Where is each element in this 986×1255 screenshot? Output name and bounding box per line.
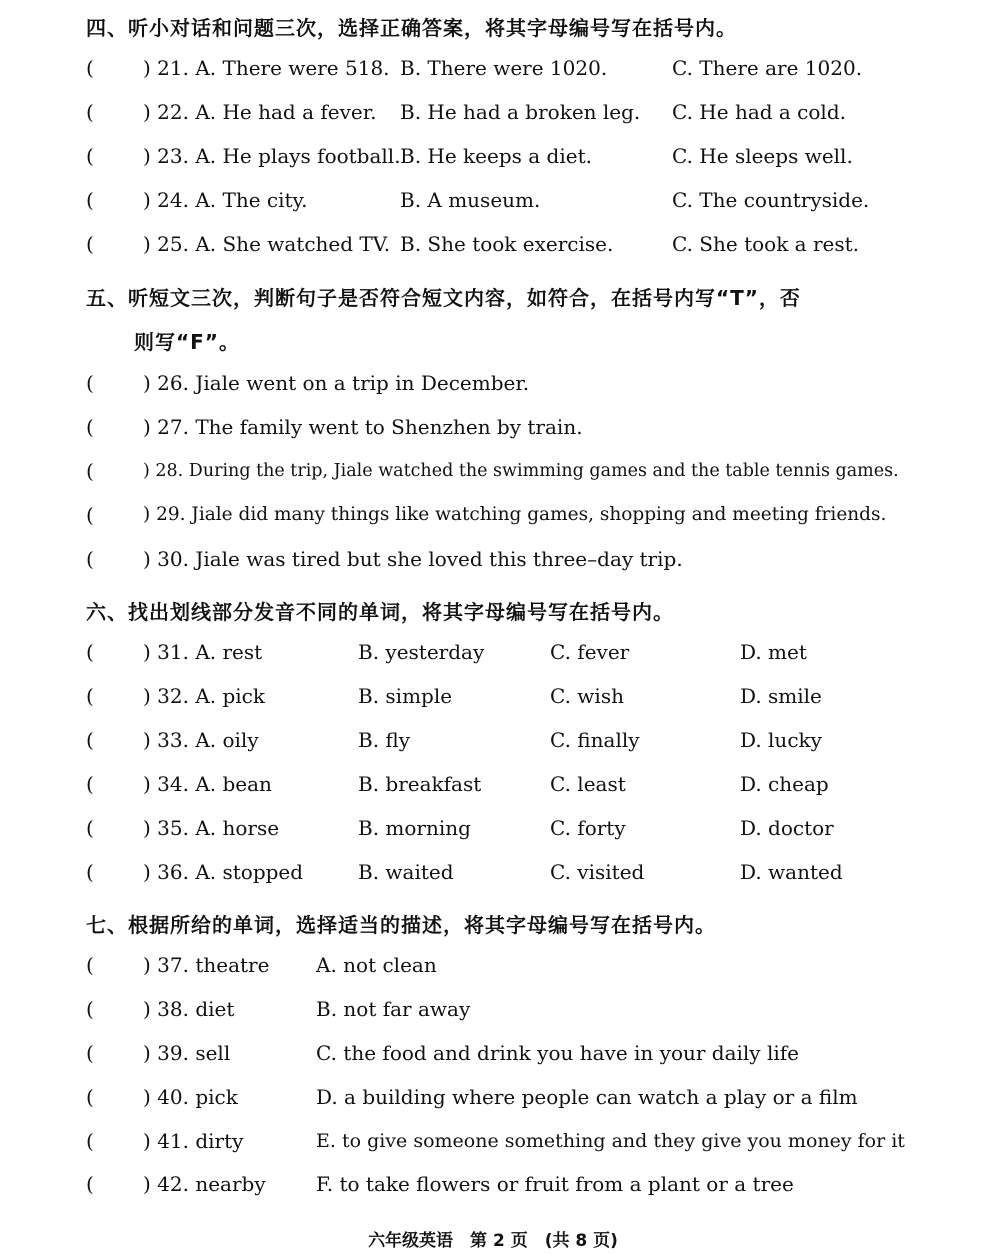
- answer-paren: (: [86, 459, 94, 483]
- question-text: ) 35. A. horse: [143, 816, 280, 840]
- option-c: C. wish: [550, 684, 624, 708]
- description: D. a building where people can watch a play or a film: [316, 1085, 858, 1109]
- question-text: ) 21. A. There were 518.: [143, 56, 390, 80]
- option-c: C. There are 1020.: [672, 56, 863, 80]
- answer-paren: (: [86, 1172, 94, 1196]
- answer-paren: (: [86, 371, 94, 395]
- question-text: ) 30. Jiale was tired but she loved this three–day trip.: [143, 547, 683, 571]
- question-33: [0, 728, 986, 760]
- option-b: B. A museum.: [400, 188, 541, 212]
- answer-paren: (: [86, 188, 94, 212]
- question-35: [0, 816, 986, 848]
- option-b: B. fly: [358, 728, 411, 752]
- answer-paren: (: [86, 415, 94, 439]
- answer-paren: (: [86, 728, 94, 752]
- section5-heading: 五、听短文三次，判断句子是否符合短文内容，如符合，在括号内写“T”，否: [86, 286, 801, 310]
- answer-paren: (: [86, 1041, 94, 1065]
- answer-paren: (: [86, 547, 94, 571]
- question-text: ) 25. A. She watched TV.: [143, 232, 391, 256]
- question-37: [0, 953, 986, 985]
- question-text: ) 23. A. He plays football.: [143, 144, 401, 168]
- option-b: B. He keeps a diet.: [400, 144, 592, 168]
- answer-paren: (: [86, 503, 94, 527]
- option-d: D. met: [740, 640, 807, 664]
- option-d: D. wanted: [740, 860, 843, 884]
- question-text: ) 41. dirty: [143, 1129, 244, 1153]
- question-text: ) 38. diet: [143, 997, 235, 1021]
- question-38: [0, 997, 986, 1029]
- question-text: ) 37. theatre: [143, 953, 270, 977]
- question-text: ) 42. nearby: [143, 1172, 266, 1196]
- option-c: C. The countryside.: [672, 188, 870, 212]
- question-32: [0, 684, 986, 716]
- description: A. not clean: [316, 953, 437, 977]
- option-b: B. yesterday: [358, 640, 485, 664]
- description: F. to take flowers or fruit from a plant or a tree: [316, 1172, 794, 1196]
- question-24: [0, 188, 986, 220]
- question-text: ) 24. A. The city.: [143, 188, 308, 212]
- option-b: B. She took exercise.: [400, 232, 614, 256]
- question-text: ) 29. Jiale did many things like watching games, shopping and meeting friends.: [143, 504, 887, 525]
- answer-paren: (: [86, 56, 94, 80]
- question-text: ) 39. sell: [143, 1041, 231, 1065]
- option-c: C. finally: [550, 728, 640, 752]
- option-d: D. smile: [740, 684, 822, 708]
- question-text: ) 32. A. pick: [143, 684, 266, 708]
- question-text: ) 33. A. oily: [143, 728, 259, 752]
- section5-heading-continued: 则写“F”。: [134, 330, 240, 354]
- option-d: D. lucky: [740, 728, 822, 752]
- option-d: D. cheap: [740, 772, 829, 796]
- answer-paren: (: [86, 100, 94, 124]
- question-text: ) 27. The family went to Shenzhen by train.: [143, 415, 583, 439]
- section4-heading: 四、听小对话和问题三次，选择正确答案，将其字母编号写在括号内。: [86, 16, 737, 40]
- option-b: B. He had a broken leg.: [400, 100, 641, 124]
- option-c: C. He sleeps well.: [672, 144, 853, 168]
- question-text: ) 34. A. bean: [143, 772, 272, 796]
- question-text: ) 22. A. He had a fever.: [143, 100, 377, 124]
- option-b: B. morning: [358, 816, 471, 840]
- question-42: [0, 1172, 986, 1204]
- description: E. to give someone something and they give you money for it: [316, 1130, 905, 1152]
- question-text: ) 31. A. rest: [143, 640, 263, 664]
- option-c: C. forty: [550, 816, 626, 840]
- option-d: D. doctor: [740, 816, 834, 840]
- question-22: [0, 100, 986, 132]
- option-b: B. simple: [358, 684, 453, 708]
- question-text: ) 36. A. stopped: [143, 860, 304, 884]
- question-34: [0, 772, 986, 804]
- question-26: [0, 371, 986, 403]
- answer-paren: (: [86, 860, 94, 884]
- answer-paren: (: [86, 684, 94, 708]
- answer-paren: (: [86, 144, 94, 168]
- question-29: [0, 503, 986, 535]
- question-40: [0, 1085, 986, 1117]
- question-28: [0, 459, 986, 491]
- section7-heading: 七、根据所给的单词，选择适当的描述，将其字母编号写在括号内。: [86, 913, 716, 937]
- option-c: C. fever: [550, 640, 630, 664]
- question-text: ) 40. pick: [143, 1085, 238, 1109]
- answer-paren: (: [86, 1129, 94, 1153]
- question-36: [0, 860, 986, 892]
- answer-paren: (: [86, 640, 94, 664]
- page-footer: 六年级英语 第 2 页 (共 8 页): [368, 1231, 618, 1251]
- answer-paren: (: [86, 997, 94, 1021]
- answer-paren: (: [86, 1085, 94, 1109]
- answer-paren: (: [86, 953, 94, 977]
- question-21: [0, 56, 986, 88]
- answer-paren: (: [86, 816, 94, 840]
- question-23: [0, 144, 986, 176]
- option-c: C. He had a cold.: [672, 100, 846, 124]
- option-b: B. There were 1020.: [400, 56, 608, 80]
- question-31: [0, 640, 986, 672]
- option-c: C. She took a rest.: [672, 232, 860, 256]
- question-30: [0, 547, 986, 579]
- question-39: [0, 1041, 986, 1073]
- description: B. not far away: [316, 997, 471, 1021]
- option-c: C. least: [550, 772, 626, 796]
- option-b: B. waited: [358, 860, 454, 884]
- option-c: C. visited: [550, 860, 645, 884]
- answer-paren: (: [86, 232, 94, 256]
- question-text: ) 26. Jiale went on a trip in December.: [143, 371, 530, 395]
- question-text: ) 28. During the trip, Jiale watched the swimming games and the table tennis games.: [143, 461, 899, 481]
- question-25: [0, 232, 986, 264]
- answer-paren: (: [86, 772, 94, 796]
- option-b: B. breakfast: [358, 772, 482, 796]
- section6-heading: 六、找出划线部分发音不同的单词，将其字母编号写在括号内。: [86, 600, 674, 624]
- question-27: [0, 415, 986, 447]
- description: C. the food and drink you have in your daily life: [316, 1041, 799, 1065]
- question-41: [0, 1129, 986, 1161]
